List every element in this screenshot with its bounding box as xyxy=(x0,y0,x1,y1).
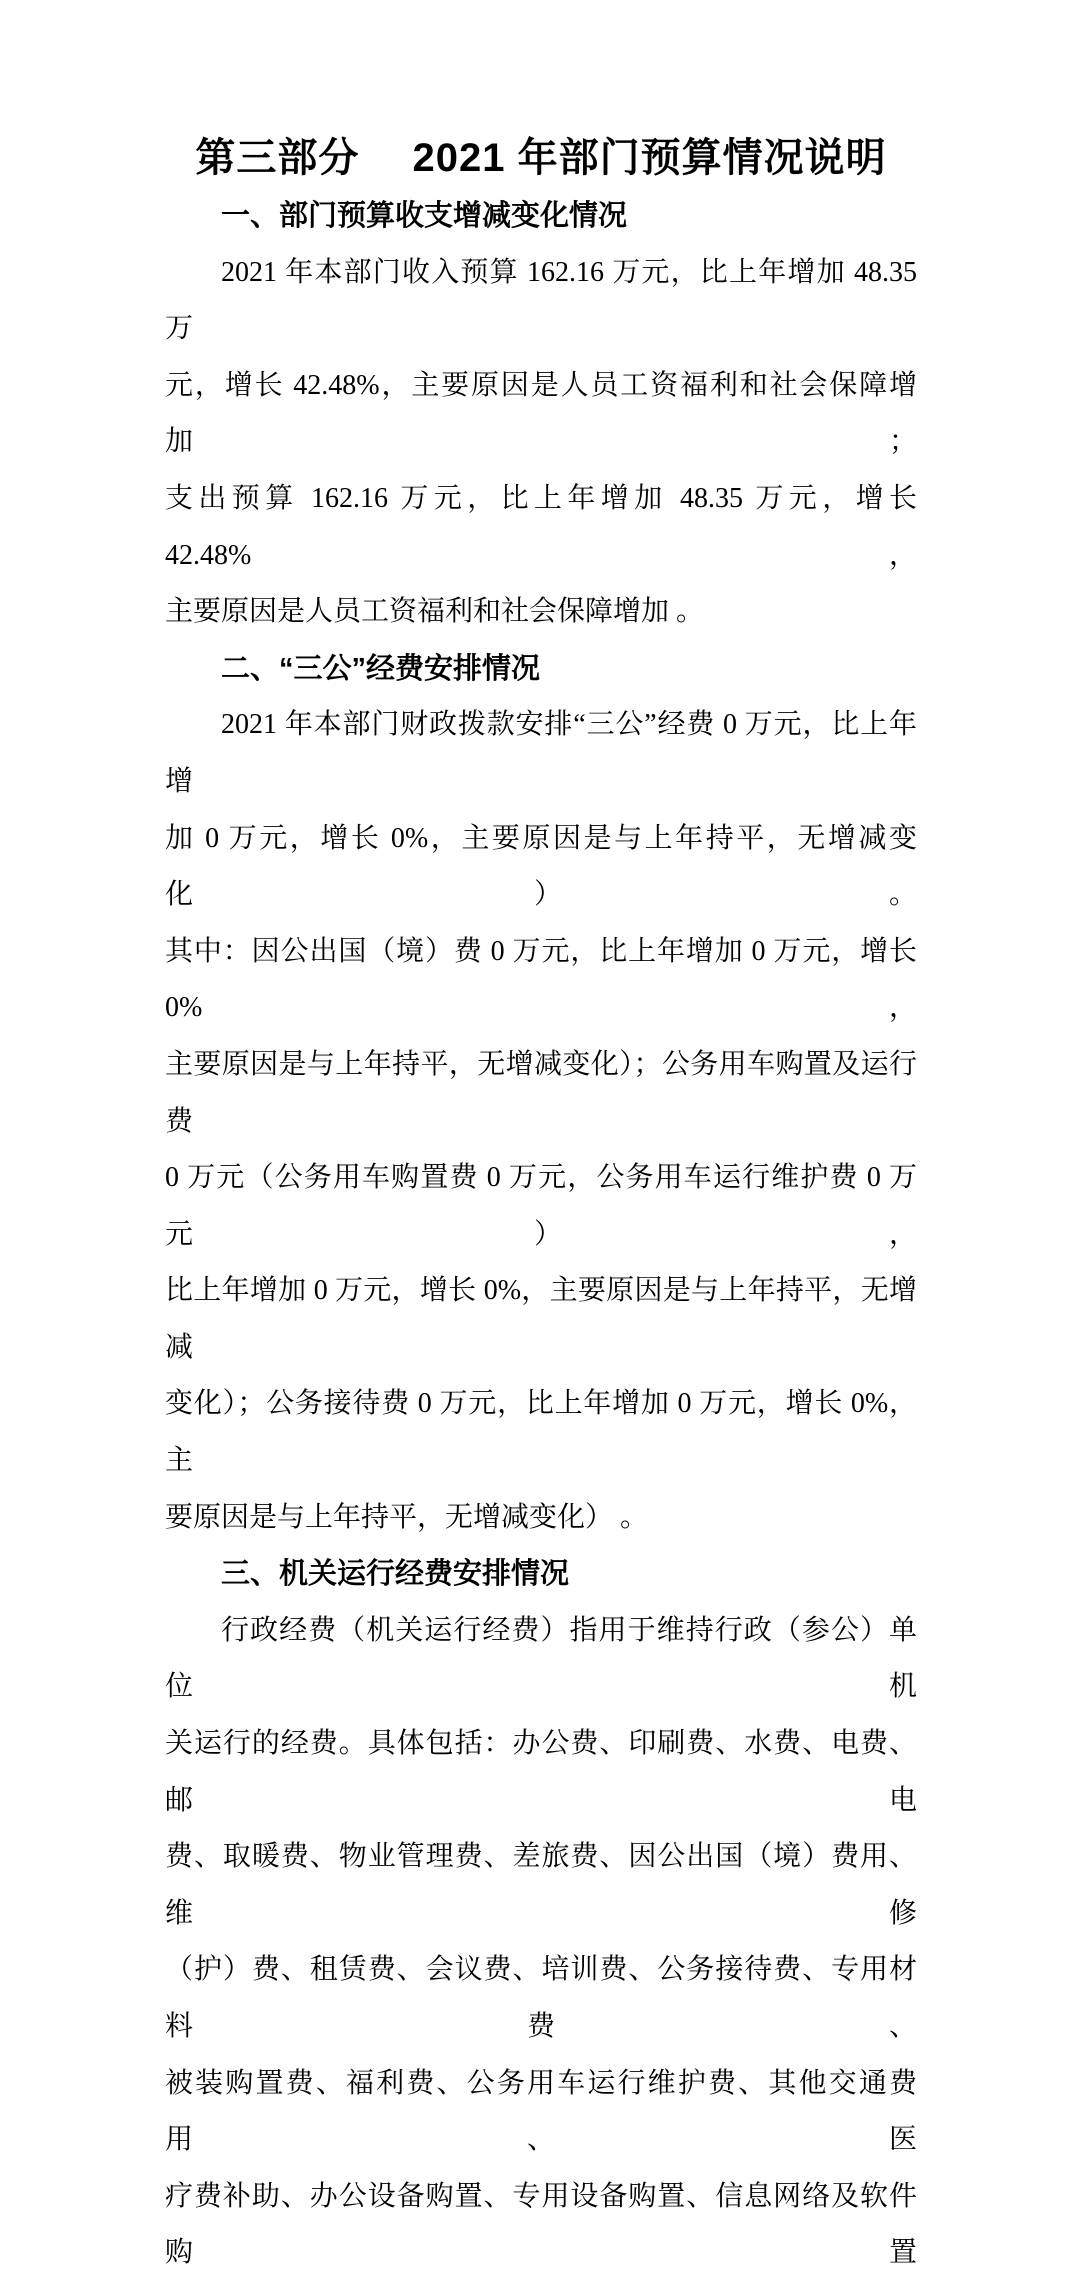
section-heading-1: 一、部门预算收支增减变化情况 xyxy=(221,200,628,232)
text-line: 2021 年本部门收入预算 162.16 万元，比上年增加 48.35 万 xyxy=(165,256,917,345)
text-line: 比上年增加 0 万元，增长 0%，主要原因是与上年持平，无增减 xyxy=(165,1275,917,1363)
text-line: 元，增长 42.48%，主要原因是人员工资福利和社会保障增加； xyxy=(165,369,917,458)
text-line: 要原因是与上年持平，无增减变化） 。 xyxy=(165,1501,649,1533)
text-line: 费、取暖费、物业管理费、差旅费、因公出国（境）费用、维修 xyxy=(165,1841,917,1929)
text-line: 0 万元（公务用车购置费 0 万元，公务用车运行维护费 0 万元）， xyxy=(165,1162,917,1250)
text-line: 其中：因公出国（境）费 0 万元，比上年增加 0 万元，增长 0%， xyxy=(165,935,917,1024)
text-line: 变化）；公务接待费 0 万元，比上年增加 0 万元，增长 0%，主 xyxy=(165,1388,917,1477)
document-title: 第三部分 2021 年部门预算情况说明 xyxy=(195,136,887,180)
text-line: 被装购置费、福利费、公务用车运行维护费、其他交通费用、医 xyxy=(165,2067,917,2156)
text-line: 主要原因是人员工资福利和社会保障增加 。 xyxy=(165,596,705,628)
text-line: 行政经费（机关运行经费）指用于维持行政（参公）单位机 xyxy=(165,1614,917,1703)
text-line: 疗费补助、办公设备购置、专用设备购置、信息网络及软件购置 xyxy=(165,2180,917,2269)
text-line: 2021 年本部门财政拨款安排“三公”经费 0 万元，比上年增 xyxy=(165,709,917,797)
text-line: 加 0 万元，增长 0%，主要原因是与上年持平，无增减变化）。 xyxy=(165,822,917,911)
text-line: 关运行的经费。具体包括：办公费、印刷费、水费、电费、邮电 xyxy=(165,1728,917,1816)
text-line: 主要原因是与上年持平，无增减变化）；公务用车购置及运行费 xyxy=(165,1048,917,1137)
section-heading-3: 三、机关运行经费安排情况 xyxy=(221,1558,570,1591)
text-line: 支出预算 162.16 万元，比上年增加 48.35 万元，增长 42.48%， xyxy=(165,482,917,571)
text-line: （护）费、租赁费、会议费、培训费、公务接待费、专用材料费、 xyxy=(165,1954,917,2042)
section-heading-2: 二、“三公”经费安排情况 xyxy=(221,652,541,685)
